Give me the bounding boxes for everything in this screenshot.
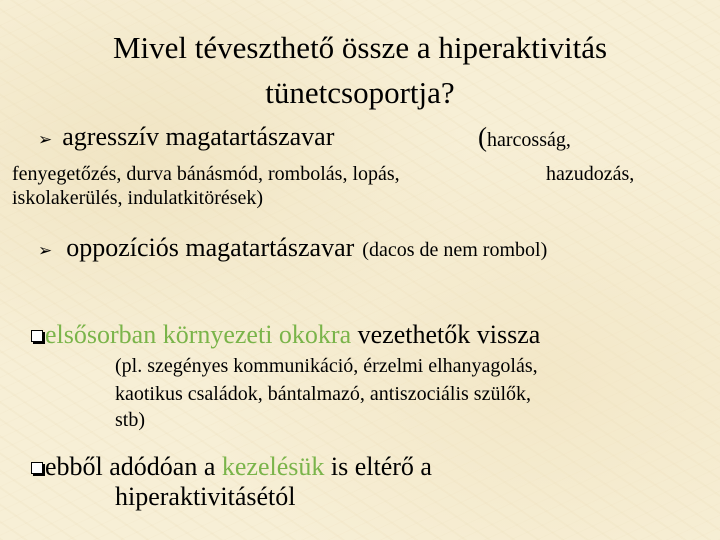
treatment-line2: hiperaktivitásétól — [115, 482, 296, 511]
arrowhead-icon: ➢ — [38, 130, 53, 150]
treatment-part3: is eltérő a — [324, 452, 432, 481]
environmental-detail-line3: stb) — [115, 409, 145, 431]
environmental-rest: vezethetők vissza — [351, 320, 541, 349]
treatment-part1: ebből adódóan a — [45, 452, 222, 481]
paren-text: harcosság, — [487, 129, 571, 151]
arrowhead-icon: ➢ — [38, 241, 53, 261]
environmental-detail-line2: kaotikus családok, bántalmazó, antiszociális szülők, — [115, 383, 531, 405]
slide-title-line2: tünetcsoportja? — [265, 75, 455, 110]
paren-open: ( — [478, 122, 487, 152]
bullet-oppositional-paren: (dacos de nem rombol) — [362, 239, 548, 261]
environmental-highlight: elsősorban környezeti okokra — [45, 320, 352, 349]
aggressive-detail-line1a: fenyegetőzés, durva bánásmód, rombolás, lopás, — [12, 163, 400, 185]
checkbox-square-icon — [31, 330, 43, 342]
slide-title-line1: Mivel téveszthető össze a hiperaktivitás — [112, 30, 608, 65]
aggressive-detail-line1b: hazudozás, — [546, 163, 635, 185]
bullet-treatment — [31, 452, 432, 482]
bullet-aggressive-paren — [478, 122, 571, 153]
bullet-oppositional — [38, 233, 547, 263]
treatment-highlight: kezelésük — [221, 452, 325, 481]
bullet-oppositional-label: oppozíciós magatartászavar — [66, 233, 355, 262]
aggressive-detail-line2: iskolakerülés, indulatkitörések) — [12, 187, 264, 209]
bullet-aggressive-label: agresszív magatartászavar — [62, 122, 335, 151]
bullet-environmental — [31, 320, 540, 350]
environmental-detail-line1: (pl. szegényes kommunikáció, érzelmi elhanyagolás, — [115, 355, 538, 377]
bullet-aggressive — [38, 122, 334, 152]
checkbox-square-icon — [31, 462, 43, 474]
